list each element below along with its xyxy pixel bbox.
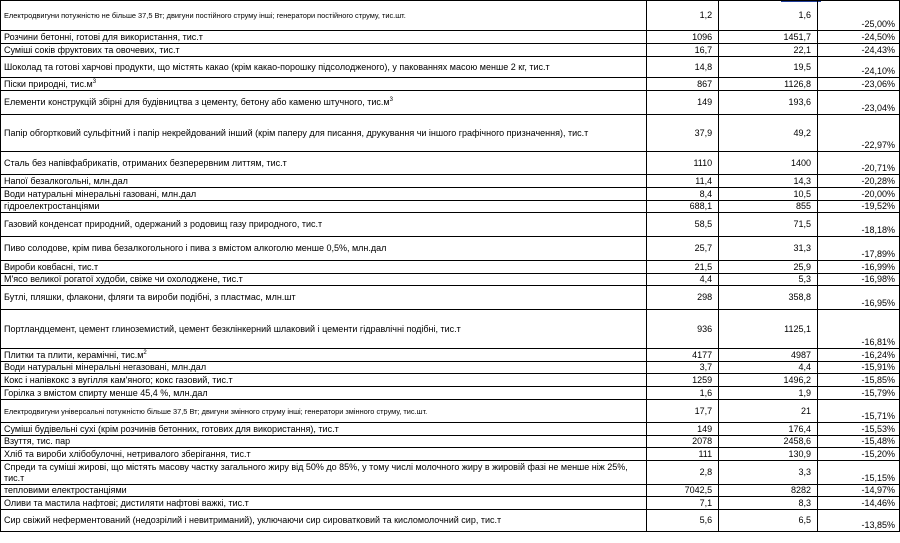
value-current-cell[interactable]: 1110 — [647, 152, 719, 175]
value-previous-cell[interactable]: 8,3 — [719, 497, 818, 510]
percent-change-cell[interactable]: -16,24% — [818, 349, 900, 362]
percent-change-cell[interactable]: -15,91% — [818, 362, 900, 374]
table-row — [1, 497, 900, 510]
product-name-cell[interactable] — [1, 188, 647, 201]
percent-change-cell[interactable]: -13,85% — [818, 510, 900, 532]
percent-change-cell[interactable]: -16,99% — [818, 261, 900, 274]
product-name-cell[interactable] — [1, 237, 647, 261]
percent-change-cell[interactable]: -22,97% — [818, 115, 900, 152]
product-name-cell[interactable] — [1, 78, 647, 91]
product-name-cell[interactable] — [1, 423, 647, 436]
table-row — [1, 261, 900, 274]
table-row — [1, 57, 900, 78]
value-current-cell[interactable]: 149 — [647, 423, 719, 436]
product-name: Піски природні, тис.м — [4, 78, 93, 89]
value-previous-cell[interactable]: 14,3 — [719, 175, 818, 188]
product-name: Суміші будівельні сухі (крім розчинів бетонних, готових для використання), тис.т — [4, 423, 339, 434]
percent-change-cell[interactable]: -16,95% — [818, 286, 900, 310]
product-name: Газовий конденсат природний, одержаний з родовищ газу природного, тис.т — [4, 219, 323, 229]
table-row — [1, 436, 900, 448]
percent-change-cell[interactable]: -15,48% — [818, 436, 900, 448]
value-previous-cell[interactable]: 193,6 — [719, 91, 818, 115]
product-name: Води натуральні мінеральні газовані, млн.дал — [4, 188, 197, 199]
product-name-cell[interactable] — [1, 115, 647, 152]
value-previous-cell[interactable]: 4,4 — [719, 362, 818, 374]
product-name-cell[interactable] — [1, 436, 647, 448]
product-name: Взуття, тис. пар — [4, 436, 71, 446]
value-previous-cell[interactable]: 358,8 — [719, 286, 818, 310]
value-current-cell[interactable]: 7,1 — [647, 497, 719, 510]
table-row — [1, 286, 900, 310]
product-name-cell[interactable] — [1, 461, 647, 485]
product-name: Спреди та суміші жирові, що містять масову частку загального жиру від 50% до 85%, у тому числі молочного жиру в жировій фазі не менше ніж 25%, тис.т — [4, 461, 628, 483]
value-current-cell[interactable]: 25,7 — [647, 237, 719, 261]
product-name: Напої безалкогольні, млн.дал — [4, 175, 128, 186]
percent-change-cell[interactable]: -24,10% — [818, 57, 900, 78]
table-row — [1, 274, 900, 286]
product-name: Бутлі, пляшки, флакони, фляги та вироби подібні, з пластмас, млн.шт — [4, 292, 296, 302]
value-current-cell[interactable]: 17,7 — [647, 400, 719, 423]
table-row — [1, 115, 900, 152]
percent-change-cell[interactable]: -23,04% — [818, 91, 900, 115]
value-current-cell[interactable]: 16,7 — [647, 44, 719, 57]
value-previous-cell[interactable]: 1400 — [719, 152, 818, 175]
value-current-cell[interactable]: 21,5 — [647, 261, 719, 274]
table-row — [1, 78, 900, 91]
table-row — [1, 461, 900, 485]
percent-change-cell[interactable]: -14,97% — [818, 485, 900, 497]
value-previous-cell[interactable]: 22,1 — [719, 44, 818, 57]
value-current-cell[interactable]: 1259 — [647, 374, 719, 387]
value-current-cell[interactable]: 3,7 — [647, 362, 719, 374]
product-name: Кокс і напівкокс з вугілля кам'яного; кокс газовий, тис.т — [4, 374, 233, 385]
product-name: Плитки та плити, керамічні, тис.м — [4, 349, 144, 360]
value-current-cell[interactable]: 4177 — [647, 349, 719, 362]
value-current-cell[interactable]: 867 — [647, 78, 719, 91]
value-current-cell[interactable]: 8,4 — [647, 188, 719, 201]
product-name-cell[interactable] — [1, 485, 647, 497]
product-name-cell[interactable] — [1, 349, 647, 362]
value-current-cell[interactable]: 1,2 — [647, 1, 719, 31]
product-name-cell[interactable] — [1, 310, 647, 349]
product-name: Сталь без напівфабрикатів, отриманих безперервним литтям, тис.т — [4, 157, 287, 168]
percent-change-cell[interactable]: -20,71% — [818, 152, 900, 175]
percent-change-cell[interactable]: -24,43% — [818, 44, 900, 57]
value-previous-cell[interactable]: 1496,2 — [719, 374, 818, 387]
value-previous-cell[interactable]: 6,5 — [719, 510, 818, 532]
value-current-cell[interactable]: 11,4 — [647, 175, 719, 188]
table-row — [1, 188, 900, 201]
product-name-cell[interactable] — [1, 175, 647, 188]
table-row — [1, 31, 900, 44]
value-current-cell[interactable]: 5,6 — [647, 510, 719, 532]
product-name: Суміші соків фруктових та овочевих, тис.т — [4, 44, 180, 55]
percent-change-cell[interactable]: -15,15% — [818, 461, 900, 485]
value-previous-cell[interactable]: 1451,7 — [719, 31, 818, 44]
product-name-cell[interactable] — [1, 510, 647, 532]
value-previous-cell[interactable]: 21 — [719, 400, 818, 423]
table-row — [1, 152, 900, 175]
value-current-cell[interactable]: 58,5 — [647, 213, 719, 237]
product-name-cell[interactable] — [1, 362, 647, 374]
product-name-cell[interactable] — [1, 274, 647, 286]
product-name-cell[interactable] — [1, 387, 647, 400]
value-previous-cell[interactable]: 130,9 — [719, 448, 818, 461]
table-row — [1, 485, 900, 497]
product-name-cell[interactable] — [1, 201, 647, 213]
table-row — [1, 349, 900, 362]
product-name-cell[interactable] — [1, 400, 647, 423]
value-previous-cell[interactable]: 1125,1 — [719, 310, 818, 349]
product-name: Розчини бетонні, готові для використання, тис.т — [4, 31, 203, 42]
table-row — [1, 510, 900, 532]
table-row — [1, 44, 900, 57]
table-row — [1, 374, 900, 387]
product-name: Оливи та мастила нафтові; дистиляти нафтові важкі, тис.т — [4, 497, 249, 508]
product-name: Папір обгортковий сульфітний і папір некрейдований інший (крім паперу для писання, друкування чи іншого графічного призначення), тис.т — [4, 127, 589, 138]
product-name-cell[interactable] — [1, 374, 647, 387]
value-current-cell[interactable]: 2078 — [647, 436, 719, 448]
percent-change-cell[interactable]: -20,28% — [818, 175, 900, 188]
value-previous-cell[interactable]: 25,9 — [719, 261, 818, 274]
product-name: Сир свіжий неферментований (недозрілий і невитриманий), уключаючи сир сироватковий та кисломолочний сир, тис.т — [4, 515, 502, 525]
table-row — [1, 423, 900, 436]
value-current-cell[interactable]: 936 — [647, 310, 719, 349]
value-previous-cell[interactable]: 1126,8 — [719, 78, 818, 91]
value-current-cell[interactable]: 111 — [647, 448, 719, 461]
product-name-cell[interactable] — [1, 1, 647, 31]
percent-change-cell[interactable]: -15,53% — [818, 423, 900, 436]
value-current-cell[interactable]: 2,8 — [647, 461, 719, 485]
product-name-cell[interactable] — [1, 286, 647, 310]
percent-change-cell[interactable]: -15,20% — [818, 448, 900, 461]
unit-superscript: 3 — [389, 97, 393, 103]
unit-superscript: 3 — [92, 78, 97, 85]
value-previous-cell[interactable]: 71,5 — [719, 213, 818, 237]
product-name-cell[interactable] — [1, 261, 647, 274]
product-name-cell[interactable] — [1, 213, 647, 237]
product-name-cell[interactable] — [1, 44, 647, 57]
table-row — [1, 387, 900, 400]
value-previous-cell[interactable]: 49,2 — [719, 115, 818, 152]
table-row — [1, 237, 900, 261]
value-previous-cell[interactable]: 855 — [719, 201, 818, 213]
unit-superscript: 2 — [143, 349, 147, 356]
product-name: Пиво солодове, крім пива безалкогольного і пива з вмістом алкоголю менше 0,5%, млн.дал — [4, 243, 387, 253]
value-previous-cell[interactable]: 5,3 — [719, 274, 818, 286]
value-current-cell[interactable]: 298 — [647, 286, 719, 310]
table-row — [1, 1, 900, 31]
value-current-cell[interactable]: 14,8 — [647, 57, 719, 78]
percent-change-cell[interactable]: -25,00% — [818, 1, 900, 31]
product-name-cell[interactable] — [1, 497, 647, 510]
product-name-cell[interactable] — [1, 31, 647, 44]
percent-change-cell[interactable]: -16,81% — [818, 310, 900, 349]
product-name: Електродвигуни універсальні потужністю більше 37,5 Вт; двигуни змінного струму інші; генератори змінного струму, тис.шт. — [4, 406, 428, 416]
value-previous-cell[interactable]: 19,5 — [719, 57, 818, 78]
product-name: Хліб та вироби хлібобулочні, нетривалого зберігання, тис.т — [4, 448, 251, 459]
percent-change-cell[interactable]: -20,00% — [818, 188, 900, 201]
percent-change-cell[interactable]: -15,71% — [818, 400, 900, 423]
value-previous-cell[interactable]: 3,3 — [719, 461, 818, 485]
table-row — [1, 91, 900, 115]
product-name: гідроелектростанціями — [4, 201, 100, 211]
product-name-cell[interactable] — [1, 448, 647, 461]
value-previous-cell[interactable]: 10,5 — [719, 188, 818, 201]
percent-change-cell[interactable]: -23,06% — [818, 78, 900, 91]
value-current-cell[interactable]: 37,9 — [647, 115, 719, 152]
product-name-cell[interactable] — [1, 57, 647, 78]
table-row — [1, 175, 900, 188]
product-name: Елементи конструкцій збірні для будівництва з цементу, бетону або каменю штучного, тис.м — [4, 97, 390, 107]
product-name: Горілка з вмістом спирту менше 45,4 %, млн.дал — [4, 387, 208, 398]
percent-change-cell[interactable]: -15,85% — [818, 374, 900, 387]
product-name: Портландцемент, цемент глиноземистий, цемент безклінкерний шлаковий і цементи гідравлічні подібні, тис.т — [4, 323, 461, 334]
value-previous-cell[interactable]: 8282 — [719, 485, 818, 497]
table-row — [1, 362, 900, 374]
value-current-cell[interactable]: 1096 — [647, 31, 719, 44]
table-row — [1, 448, 900, 461]
percent-change-cell[interactable]: -19,52% — [818, 201, 900, 213]
product-name: М'ясо великої рогатої худоби, свіже чи охолоджене, тис.т — [4, 274, 243, 284]
table-row — [1, 213, 900, 237]
product-name: Електродвигуни потужністю не більше 37,5 Вт; двигуни постійного струму інші; генератори постійного струму, тис.шт. — [4, 11, 406, 20]
table-row — [1, 310, 900, 349]
value-current-cell[interactable]: 688,1 — [647, 201, 719, 213]
value-previous-cell[interactable]: 31,3 — [719, 237, 818, 261]
percent-change-cell[interactable]: -18,18% — [818, 213, 900, 237]
percent-change-cell[interactable]: -24,50% — [818, 31, 900, 44]
product-name: тепловими електростанціями — [4, 485, 127, 495]
value-current-cell[interactable]: 149 — [647, 91, 719, 115]
product-name: Води натуральні мінеральні негазовані, млн.дал — [4, 362, 207, 372]
product-name: Вироби ковбасні, тис.т — [4, 261, 99, 272]
value-previous-cell[interactable]: 4987 — [719, 349, 818, 362]
percent-change-cell[interactable]: -15,79% — [818, 387, 900, 400]
value-previous-cell[interactable]: 2458,6 — [719, 436, 818, 448]
table-row — [1, 201, 900, 213]
value-current-cell[interactable]: 4,4 — [647, 274, 719, 286]
product-name: Шоколад та готові харчові продукти, що містять какао (крім какао-порошку підсолодженого), у пакованнях масою менше 2 кг, тис.т — [4, 61, 550, 72]
product-name-cell[interactable] — [1, 152, 647, 175]
product-name-cell[interactable] — [1, 91, 647, 115]
value-current-cell[interactable]: 1,6 — [647, 387, 719, 400]
value-current-cell[interactable]: 7042,5 — [647, 485, 719, 497]
value-previous-cell[interactable]: 176,4 — [719, 423, 818, 436]
value-previous-cell[interactable]: 1,9 — [719, 387, 818, 400]
table-row — [1, 400, 900, 423]
percent-change-cell[interactable]: -14,46% — [818, 497, 900, 510]
percent-change-cell[interactable]: -17,89% — [818, 237, 900, 261]
percent-change-cell[interactable]: -16,98% — [818, 274, 900, 286]
value-previous-cell[interactable]: 1,6 — [719, 1, 818, 31]
